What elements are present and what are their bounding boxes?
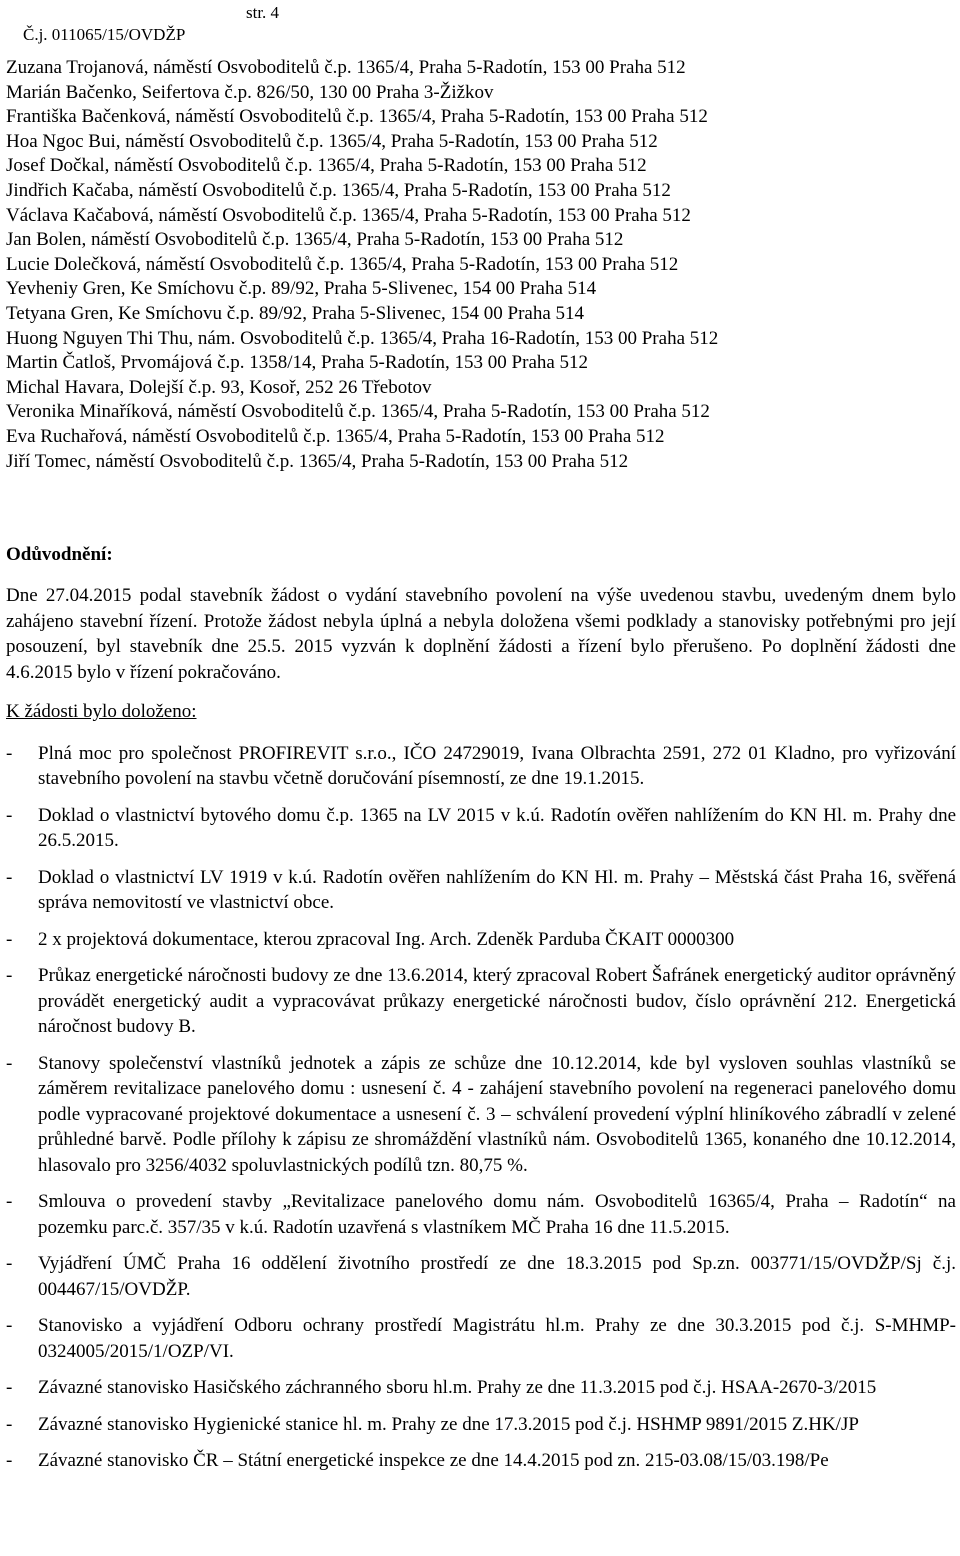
documents-heading: K žádosti bylo doloženo:	[6, 701, 197, 722]
page-number: str. 4	[246, 3, 280, 22]
list-item-text: Plná moc pro společnost PROFIREVIT s.r.o., IČO 24729019, Ivana Olbrachta 2591, 272 01 Kladno, pro vyřizování stavebního povolení na stavbu včetně doručování písemností, ze dne 19.1.2015.	[38, 742, 956, 789]
list-item	[6, 1051, 956, 1179]
bullet-dash: -	[6, 965, 13, 986]
list-item	[6, 927, 956, 953]
address-line: Yevheniy Gren, Ke Smíchovu č.p. 89/92, Praha 5-Slivenec, 154 00 Praha 514	[6, 278, 597, 300]
bullet-dash: -	[6, 1450, 13, 1471]
list-item-text: Doklad o vlastnictví LV 1919 v k.ú. Radotín ověřen nahlížením do KN Hl. m. Prahy – Městská část Praha 16, svěřená správa nemovitostí ve vlastnictví obce.	[38, 866, 956, 913]
intro-paragraph: Dne 27.04.2015 podal stavebník žádost o vydání stavebního povolení na výše uvedenou stavbu, uvedeným dnem bylo zahájeno stavební řízení. Protože žádost nebyla úplná a nebyla doložena všemi podklady a stanovisky potřebnými pro její posouzení, byl stavebník dne 25.5. 2015 vyzván k doplnění žádosti a řízení bylo přerušeno. Po doplnění žádosti dne 4.6.2015 bylo v řízení pokračováno.	[6, 585, 956, 683]
address-line: Marián Bačenko, Seifertova č.p. 826/50, 130 00 Praha 3-Žižkov	[6, 81, 494, 103]
bullet-dash: -	[6, 742, 13, 764]
list-item-text: Vyjádření ÚMČ Praha 16 oddělení životního prostředí ze dne 18.3.2015 pod Sp.zn. 003771/15/OVDŽP/Sj č.j. 004467/15/OVDŽP.	[38, 1253, 956, 1300]
bullet-dash: -	[6, 1413, 13, 1435]
address-line: Václava Kačabová, náměstí Osvoboditelů č.p. 1365/4, Praha 5-Radotín, 153 00 Praha 512	[6, 204, 691, 226]
list-item	[6, 741, 956, 792]
list-item	[6, 963, 956, 1040]
list-item-text: Závazné stanovisko Hygienické stanice hl. m. Prahy ze dne 17.3.2015 pod č.j. HSHMP 9891/2015 Z.HK/JP	[38, 1413, 859, 1435]
address-line: Jindřich Kačaba, náměstí Osvoboditelů č.p. 1365/4, Praha 5-Radotín, 153 00 Praha 512	[6, 179, 671, 201]
list-item-text: Závazné stanovisko Hasičského záchranného sboru hl.m. Prahy ze dne 11.3.2015 pod č.j. HSAA-2670-3/2015	[38, 1377, 877, 1398]
section-title: Odůvodnění:	[6, 544, 113, 565]
address-line: Martin Čatloš, Prvomájová č.p. 1358/14, Praha 5-Radotín, 153 00 Praha 512	[6, 352, 589, 374]
documents-list	[6, 741, 956, 1474]
list-item-text: Závazné stanovisko ČR – Státní energetické inspekce ze dne 14.4.2015 pod zn. 215-03.08/15/03.198/Pe	[38, 1450, 829, 1471]
address-line: Hoa Ngoc Bui, náměstí Osvoboditelů č.p. 1365/4, Praha 5-Radotín, 153 00 Praha 512	[6, 130, 658, 152]
bullet-dash: -	[6, 804, 13, 826]
address-line: Františka Bačenková, náměstí Osvoboditelů č.p. 1365/4, Praha 5-Radotín, 153 00 Praha 512	[6, 106, 708, 128]
list-item-text: Stanovy společenství vlastníků jednotek a zápis ze schůze dne 10.12.2014, kde byl vysloven souhlas vlastníků se záměrem revitalizace panelového domu : usnesení č. 4 - zahájení stavebního povolení na regeneraci panelového domu podle vypracované projektové dokumentace a usnesení č. 3 – schválení provedení výplní hliníkového zábradlí v zelené průhledné barvě. Podle přílohy k zápisu ze shromáždění vlastníků nám. Osvoboditelů 1365, konaného dne 10.12.2014, hlasovalo pro 3256/4032 spoluvlastnických podílů tzn. 80,75 %.	[38, 1052, 956, 1176]
address-line: Huong Nguyen Thi Thu, nám. Osvoboditelů č.p. 1365/4, Praha 16-Radotín, 153 00 Praha 512	[6, 327, 719, 349]
address-line: Eva Ruchařová, náměstí Osvoboditelů č.p. 1365/4, Praha 5-Radotín, 153 00 Praha 512	[6, 425, 665, 447]
list-item	[6, 803, 956, 854]
list-item	[6, 1412, 956, 1438]
list-item	[6, 1448, 956, 1474]
address-line: Michal Havara, Dolejší č.p. 93, Kosoř, 252 26 Třebotov	[6, 376, 432, 398]
address-line: Veronika Minaříková, náměstí Osvoboditelů č.p. 1365/4, Praha 5-Radotín, 153 00 Praha 512	[6, 401, 710, 423]
address-list	[6, 56, 946, 474]
address-line: Jiří Tomec, náměstí Osvoboditelů č.p. 1365/4, Praha 5-Radotín, 153 00 Praha 512	[6, 450, 629, 472]
bullet-dash: -	[6, 1253, 13, 1274]
address-line: Zuzana Trojanová, náměstí Osvoboditelů č.p. 1365/4, Praha 5-Radotín, 153 00 Praha 512	[6, 57, 686, 78]
bullet-dash: -	[6, 1052, 13, 1074]
reasoning-body	[6, 583, 956, 1485]
bullet-dash: -	[6, 1377, 13, 1398]
list-item-text: Smlouva o provedení stavby „Revitalizace panelového domu nám. Osvoboditelů 16365/4, Praha – Radotín“ na pozemku parc.č. 357/35 v k.ú. Radotín uzavřená s vlastníkem MČ Praha 16 dne 11.5.2015.	[38, 1191, 956, 1238]
bullet-dash: -	[6, 1315, 13, 1336]
address-line: Lucie Dolečková, náměstí Osvoboditelů č.p. 1365/4, Praha 5-Radotín, 153 00 Praha 512	[6, 253, 679, 275]
bullet-dash: -	[6, 1191, 13, 1212]
list-item-text: Stanovisko a vyjádření Odboru ochrany prostředí Magistrátu hl.m. Prahy ze dne 30.3.2015 pod č.j. S-MHMP-0324005/2015/1/OZP/VI.	[38, 1315, 956, 1362]
address-line: Jan Bolen, náměstí Osvoboditelů č.p. 1365/4, Praha 5-Radotín, 153 00 Praha 512	[6, 229, 624, 251]
list-item	[6, 865, 956, 916]
list-item-text: Průkaz energetické náročnosti budovy ze dne 13.6.2014, který zpracoval Robert Šafránek energetický auditor oprávněný provádět energetický audit a vypracovávat průkazy energetické náročnosti budov, číslo oprávnění 212. Energetická náročnost budovy B.	[38, 965, 956, 1037]
reference-number: Č.j. 011065/15/OVDŽP	[23, 25, 186, 44]
bullet-dash: -	[6, 928, 13, 950]
address-line: Josef Dočkal, náměstí Osvoboditelů č.p. 1365/4, Praha 5-Radotín, 153 00 Praha 512	[6, 155, 647, 177]
address-line: Tetyana Gren, Ke Smíchovu č.p. 89/92, Praha 5-Slivenec, 154 00 Praha 514	[6, 302, 585, 324]
list-item	[6, 1375, 956, 1401]
bullet-dash: -	[6, 866, 13, 888]
list-item-text: Doklad o vlastnictví bytového domu č.p. 1365 na LV 2015 v k.ú. Radotín ověřen nahlížením do KN Hl. m. Prahy dne 26.5.2015.	[38, 804, 956, 851]
list-item	[6, 1251, 956, 1302]
list-item	[6, 1189, 956, 1240]
list-item-text: 2 x projektová dokumentace, kterou zpracoval Ing. Arch. Zdeněk Parduba ČKAIT 0000300	[38, 928, 735, 950]
list-item	[6, 1313, 956, 1364]
